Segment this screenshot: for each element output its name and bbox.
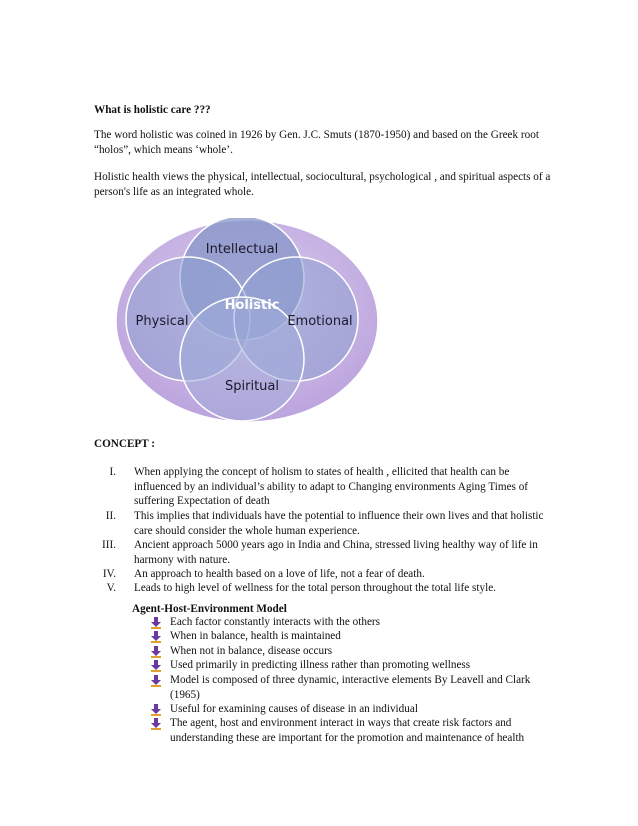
arrow-bullet-icon [150,617,162,629]
concept-item: This implies that individuals have the potential to influence their own lives and that holistic care should consider the whole human experience. [134,510,544,537]
heading: What is holistic care ??? [94,104,211,116]
model-bullet-item: Each factor constantly interacts with the others [170,616,381,628]
roman-numeral: I. [109,466,116,478]
concept-item: Ancient approach 5000 years ago in India and China, stressed living healthy way of life in harmony with nature. [134,539,538,566]
label-spiritual: Spiritual [225,379,279,394]
concept-item: Leads to high level of wellness for the total person throughout the total life style. [134,582,496,594]
arrow-bullet-icon [150,631,162,643]
model-bullet-item: Model is composed of three dynamic, interactive elements By Leavell and Clark (1965) [170,674,531,701]
arrow-bullet-icon [150,675,162,687]
model-bullet-item: When in balance, health is maintained [170,630,341,642]
concept-item: When applying the concept of holism to states of health , ellicited that health can be influenced by an individual’s ability to adapt to Changing environments Aging Times of suffering Expectation of death [134,466,529,507]
arrow-bullet-icon [150,704,162,716]
concept-heading: CONCEPT : [94,438,156,450]
roman-numeral: II. [105,510,116,522]
model-bullet-item: Used primarily in predicting illness rather than promoting wellness [170,659,471,671]
model-bullet-item: When not in balance, disease occurs [170,645,333,657]
arrow-bullet-icon [150,660,162,672]
label-emotional: Emotional [287,314,353,329]
model-bullet-item: Useful for examining causes of disease in an individual [170,703,418,715]
concept-item: An approach to health based on a love of life, not a fear of death. [134,568,425,580]
model-heading: Agent-Host-Environment Model [132,603,287,615]
arrow-bullet-icon [150,718,162,730]
paragraph-holistic-health: Holistic health views the physical, intellectual, sociocultural, psychological , and spiritual aspects of a person's life as an integrated whole. [94,171,551,198]
roman-numeral: V. [106,582,116,594]
roman-numeral: IV. [102,568,116,580]
roman-numeral: III. [102,539,116,551]
label-holistic: Holistic [224,298,280,313]
circle-spiritual [180,297,304,421]
label-intellectual: Intellectual [205,242,279,257]
arrow-bullet-icon [150,646,162,658]
model-bullet-item: The agent, host and environment interact in ways that create risk factors and understanding these are important for the promotion and maintenance of health [170,717,525,744]
label-physical: Physical [135,314,189,329]
paragraph-definition: The word holistic was coined in 1926 by Gen. J.C. Smuts (1870-1950) and based on the Greek root “holos”, which means ‘whole’. [94,129,539,156]
holistic-venn-diagram [114,218,380,424]
